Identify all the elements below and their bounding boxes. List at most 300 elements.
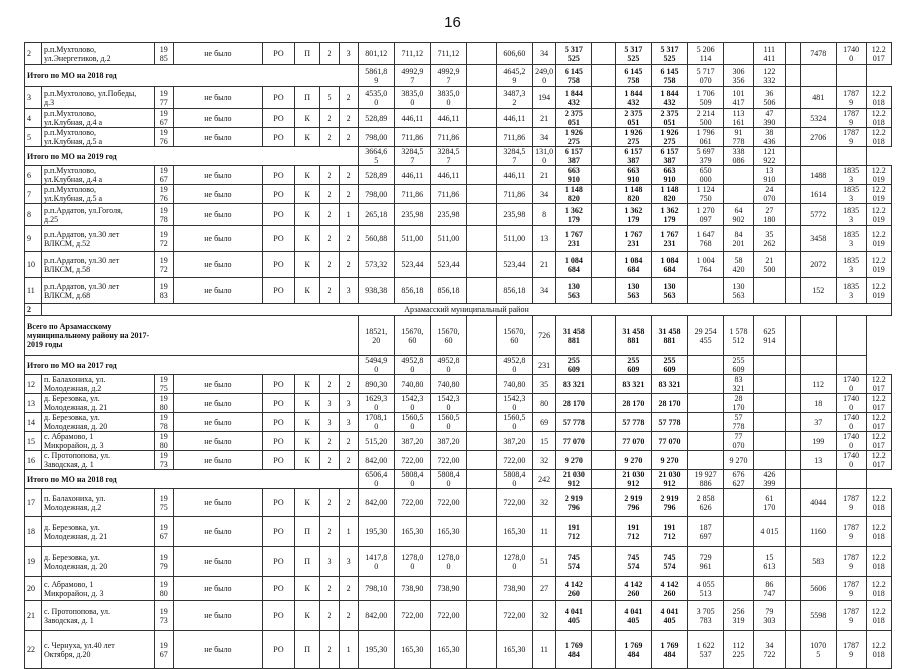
table-cell: 165,30	[496, 517, 532, 547]
table-cell	[467, 470, 497, 489]
table-cell: 77 070	[651, 432, 687, 451]
table-cell: 256 319	[724, 601, 754, 631]
table-cell: 15670, 60	[430, 316, 466, 356]
table-cell: 12.2 019	[866, 204, 892, 226]
table-cell: 3	[25, 87, 42, 109]
table-cell: 9 270	[651, 451, 687, 470]
table-cell: 583	[800, 547, 836, 577]
table-cell: 2	[320, 631, 339, 669]
table-cell: К	[294, 128, 320, 147]
table-cell	[592, 356, 615, 375]
table-cell: р.п.Ардатов, ул.30 лет ВЛКСМ, д.68	[42, 278, 155, 304]
table-cell	[785, 432, 800, 451]
table-cell: 8	[25, 204, 42, 226]
table-cell: 2	[320, 166, 339, 185]
table-cell: 481	[800, 87, 836, 109]
table-cell: РО	[263, 226, 295, 252]
table-cell	[753, 375, 785, 394]
table-cell: 77 070	[556, 432, 592, 451]
table-cell: П	[294, 43, 320, 65]
table-cell: 34 722	[753, 631, 785, 669]
table-cell: К	[294, 226, 320, 252]
table-cell: 12.2 018	[866, 128, 892, 147]
table-cell: 1 148 820	[615, 185, 651, 204]
table-cell	[592, 87, 615, 109]
table-cell: 10	[25, 252, 42, 278]
table-cell: 32	[532, 601, 555, 631]
table-cell	[592, 185, 615, 204]
table-cell: 58 420	[724, 252, 754, 278]
table-cell: 1835 3	[836, 204, 866, 226]
table-cell: 242	[532, 470, 555, 489]
table-cell: 3 705 783	[688, 601, 724, 631]
table-row	[25, 109, 892, 128]
table-cell: 2 375 051	[615, 109, 651, 128]
table-cell: 2	[25, 43, 42, 65]
table-cell: 729 961	[688, 547, 724, 577]
table-cell	[785, 413, 800, 432]
table-cell	[800, 147, 836, 166]
table-cell	[753, 356, 785, 375]
table-cell: 1629,3 0	[358, 394, 394, 413]
table-cell: 511,00	[430, 226, 466, 252]
table-cell	[467, 577, 497, 601]
table-cell: РО	[263, 87, 295, 109]
table-cell	[467, 226, 497, 252]
table-cell: 3835,0 0	[430, 87, 466, 109]
table-cell: 2	[320, 489, 339, 517]
table-cell: 113 161	[724, 109, 754, 128]
table-cell: 722,00	[496, 451, 532, 470]
table-cell: р.п.Мухтолово, ул.Клубная, д.5 а	[42, 185, 155, 204]
table-cell: 1 362 179	[651, 204, 687, 226]
table-cell: 12.2 017	[866, 451, 892, 470]
table-cell: 722,00	[430, 451, 466, 470]
section-header-row	[25, 304, 892, 316]
table-cell	[800, 65, 836, 87]
table-cell	[592, 601, 615, 631]
table-cell: 528,89	[358, 166, 394, 185]
table-cell: 5	[320, 87, 339, 109]
subtotal-label: Итого по МО на 2018 год	[25, 65, 359, 87]
table-cell: 130 563	[651, 278, 687, 304]
table-cell: 12.2 017	[866, 43, 892, 65]
table-cell: 338 086	[724, 147, 754, 166]
table-cell: 12.2 019	[866, 278, 892, 304]
table-cell: 12.2 017	[866, 413, 892, 432]
table-cell: РО	[263, 128, 295, 147]
table-cell	[592, 204, 615, 226]
table-cell: К	[294, 432, 320, 451]
table-cell: 740,80	[496, 375, 532, 394]
table-cell	[724, 166, 754, 185]
table-cell: 2	[339, 451, 358, 470]
table-cell: К	[294, 204, 320, 226]
table-cell: 1 148 820	[651, 185, 687, 204]
table-cell	[785, 166, 800, 185]
table-cell: 842,00	[358, 489, 394, 517]
table-cell	[753, 451, 785, 470]
housing-repair-register-table	[24, 42, 892, 669]
table-cell	[467, 252, 497, 278]
table-cell: 1835 3	[836, 226, 866, 252]
table-row	[25, 631, 892, 669]
table-cell	[592, 470, 615, 489]
table-cell: 2 919 796	[615, 489, 651, 517]
table-cell: 11	[25, 278, 42, 304]
table-cell: 2	[320, 577, 339, 601]
table-cell	[785, 109, 800, 128]
table-cell: 19 67	[154, 109, 173, 128]
table-cell: 83 321	[651, 375, 687, 394]
section-title: Арзамасский муниципальный район	[42, 304, 892, 316]
table-cell	[785, 356, 800, 375]
table-cell: 7478	[800, 43, 836, 65]
table-cell: не было	[173, 128, 262, 147]
table-cell: 1160	[800, 517, 836, 547]
table-cell: 13	[25, 394, 42, 413]
table-cell: 1740 0	[836, 451, 866, 470]
table-cell	[724, 489, 754, 517]
table-cell: К	[294, 278, 320, 304]
table-row	[25, 226, 892, 252]
table-cell: не было	[173, 489, 262, 517]
table-cell: 1560,5 0	[394, 413, 430, 432]
table-cell: 573,32	[358, 252, 394, 278]
table-cell: 1787 9	[836, 547, 866, 577]
table-cell: 1740 0	[836, 43, 866, 65]
table-cell: 6506,4 0	[358, 470, 394, 489]
table-cell: П	[294, 517, 320, 547]
table-cell: 249,0 0	[532, 65, 555, 87]
table-cell: 387,20	[394, 432, 430, 451]
table-cell: 3664,6 5	[358, 147, 394, 166]
subtotal-row	[25, 356, 892, 375]
table-cell: 1 362 179	[556, 204, 592, 226]
table-cell	[785, 43, 800, 65]
table-cell: 5 697 379	[688, 147, 724, 166]
table-cell: 722,00	[394, 601, 430, 631]
table-cell: 80	[532, 394, 555, 413]
table-cell: К	[294, 577, 320, 601]
table-cell: 2	[320, 226, 339, 252]
table-cell: 1417,8 0	[358, 547, 394, 577]
table-row	[25, 432, 892, 451]
table-cell: 79 303	[753, 601, 785, 631]
table-cell: 1787 9	[836, 601, 866, 631]
table-cell: 122 332	[753, 65, 785, 87]
table-cell	[724, 577, 754, 601]
table-cell: 1787 9	[836, 577, 866, 601]
table-cell: 6 145 758	[615, 65, 651, 87]
table-cell: 19 80	[154, 432, 173, 451]
table-cell: 6 157 387	[651, 147, 687, 166]
table-cell: П	[294, 631, 320, 669]
table-cell: не было	[173, 43, 262, 65]
table-cell: 112 225	[724, 631, 754, 669]
table-cell: 5861,8 9	[358, 65, 394, 87]
table-cell	[724, 43, 754, 65]
table-cell: 21	[532, 252, 555, 278]
table-cell: 426 399	[753, 470, 785, 489]
table-cell: 19 73	[154, 601, 173, 631]
table-cell	[836, 147, 866, 166]
table-row	[25, 278, 892, 304]
table-cell: 3	[339, 413, 358, 432]
table-cell: 12.2 018	[866, 109, 892, 128]
table-cell: 4 015	[753, 517, 785, 547]
table-cell: 2	[339, 601, 358, 631]
table-cell: не было	[173, 204, 262, 226]
table-cell: 165,30	[430, 631, 466, 669]
table-cell: 83 321	[556, 375, 592, 394]
table-cell: 2	[320, 128, 339, 147]
table-cell: не было	[173, 252, 262, 278]
table-cell: не было	[173, 601, 262, 631]
table-cell: 1740 0	[836, 432, 866, 451]
table-cell: 7	[25, 185, 42, 204]
table-cell: 738,90	[496, 577, 532, 601]
table-cell: не было	[173, 517, 262, 547]
table-cell: с. Протопопова, ул. Заводская, д. 1	[42, 601, 155, 631]
table-cell: 31 458 881	[615, 316, 651, 356]
table-cell: р.п.Ардатов, ул.30 лет ВЛКСМ, д.58	[42, 252, 155, 278]
table-cell: р.п.Ардатов, ул.30 лет ВЛКСМ, д.52	[42, 226, 155, 252]
table-cell: 19 76	[154, 185, 173, 204]
table-cell: 745 574	[615, 547, 651, 577]
table-cell	[467, 451, 497, 470]
table-cell: 37	[800, 413, 836, 432]
table-cell: РО	[263, 547, 295, 577]
table-cell: 1 926 275	[556, 128, 592, 147]
table-cell: 1 084 684	[651, 252, 687, 278]
table-cell: р.п.Мухтолово, ул.Клубная, д.4 а	[42, 166, 155, 185]
table-cell: 34	[532, 278, 555, 304]
table-cell: 2072	[800, 252, 836, 278]
table-cell: РО	[263, 631, 295, 669]
table-row	[25, 517, 892, 547]
table-cell: К	[294, 413, 320, 432]
table-cell	[467, 204, 497, 226]
table-cell	[688, 375, 724, 394]
table-cell: 57 778	[615, 413, 651, 432]
table-row	[25, 577, 892, 601]
table-cell: 5 317 525	[615, 43, 651, 65]
table-cell: 191 712	[651, 517, 687, 547]
table-cell: 1 148 820	[556, 185, 592, 204]
table-cell: 2	[320, 185, 339, 204]
table-cell: 1787 9	[836, 489, 866, 517]
table-cell: 4	[25, 109, 42, 128]
table-cell: 1 844 432	[651, 87, 687, 109]
table-cell: 606,60	[496, 43, 532, 65]
table-cell: 523,44	[394, 252, 430, 278]
table-cell: не было	[173, 432, 262, 451]
table-cell: 2	[339, 489, 358, 517]
table-cell: р.п.Мухтолово, ул.Победы, д.3	[42, 87, 155, 109]
table-cell: 2	[320, 278, 339, 304]
table-cell: р.п.Мухтолово, ул.Клубная, д.5 а	[42, 128, 155, 147]
table-cell: 19	[25, 547, 42, 577]
table-cell: 199	[800, 432, 836, 451]
table-cell: 722,00	[430, 601, 466, 631]
table-cell: 21	[532, 166, 555, 185]
table-cell: 2 375 051	[556, 109, 592, 128]
table-cell: 19 927 886	[688, 470, 724, 489]
subtotal-row	[25, 470, 892, 489]
table-cell: 1 767 231	[556, 226, 592, 252]
table-cell: 21	[532, 109, 555, 128]
table-cell	[785, 631, 800, 669]
table-cell: 15670, 60	[394, 316, 430, 356]
table-cell: 86 747	[753, 577, 785, 601]
table-cell: 31 458 881	[556, 316, 592, 356]
table-cell: 711,12	[394, 43, 430, 65]
table-cell: 4 142 260	[615, 577, 651, 601]
table-cell: 24 070	[753, 185, 785, 204]
table-cell: 21 500	[753, 252, 785, 278]
table-cell: 1 084 684	[615, 252, 651, 278]
table-cell: 19 72	[154, 252, 173, 278]
table-cell: РО	[263, 413, 295, 432]
table-cell: 1560,5 0	[496, 413, 532, 432]
table-cell: 4 041 405	[556, 601, 592, 631]
table-cell: 663 910	[651, 166, 687, 185]
table-cell	[592, 316, 615, 356]
table-cell: 69	[532, 413, 555, 432]
table-cell: К	[294, 252, 320, 278]
table-cell: 5598	[800, 601, 836, 631]
table-cell	[467, 517, 497, 547]
table-cell: РО	[263, 517, 295, 547]
table-cell	[785, 278, 800, 304]
table-cell: 306 356	[724, 65, 754, 87]
table-cell: РО	[263, 109, 295, 128]
table-cell: 14	[25, 413, 42, 432]
table-cell: 18	[800, 394, 836, 413]
table-cell: п. Балахониха, ул. Молодежная, д.2	[42, 489, 155, 517]
table-cell: 19 72	[154, 226, 173, 252]
table-cell: 191 712	[556, 517, 592, 547]
table-cell: 165,30	[394, 631, 430, 669]
table-cell: 21 030 912	[615, 470, 651, 489]
table-cell: 28 170	[724, 394, 754, 413]
table-cell: 711,86	[430, 128, 466, 147]
table-cell: РО	[263, 601, 295, 631]
table-cell	[785, 547, 800, 577]
table-cell: 387,20	[496, 432, 532, 451]
table-cell: с. Чернуха, ул.40 лет Октября, д.20	[42, 631, 155, 669]
table-cell: не было	[173, 547, 262, 577]
table-cell: 625 914	[753, 316, 785, 356]
table-cell: 9 270	[615, 451, 651, 470]
table-cell	[688, 278, 724, 304]
table-cell: 4952,8 0	[496, 356, 532, 375]
table-cell: 2	[339, 87, 358, 109]
table-cell: 19 76	[154, 128, 173, 147]
table-cell: не было	[173, 631, 262, 669]
table-cell: 255 609	[615, 356, 651, 375]
table-cell: К	[294, 166, 320, 185]
table-row	[25, 87, 892, 109]
table-cell: 255 609	[651, 356, 687, 375]
table-cell: р.п.Мухтолово, ул.Клубная, д.4 а	[42, 109, 155, 128]
table-cell: 265,18	[358, 204, 394, 226]
table-cell: 1835 3	[836, 252, 866, 278]
table-cell: К	[294, 601, 320, 631]
table-cell	[785, 128, 800, 147]
table-cell: 711,86	[496, 185, 532, 204]
table-cell: 1542,3 0	[496, 394, 532, 413]
table-cell	[836, 316, 866, 356]
table-cell	[785, 470, 800, 489]
table-cell	[592, 43, 615, 65]
table-cell	[785, 316, 800, 356]
table-cell	[785, 87, 800, 109]
table-cell: 12.2 019	[866, 185, 892, 204]
table-row	[25, 128, 892, 147]
subtotal-row	[25, 147, 892, 166]
table-cell: 19 75	[154, 375, 173, 394]
table-cell: не было	[173, 375, 262, 394]
table-cell: 560,88	[358, 226, 394, 252]
table-cell: 28 170	[651, 394, 687, 413]
table-row	[25, 166, 892, 185]
table-cell: 2	[339, 185, 358, 204]
table-cell: 19 80	[154, 577, 173, 601]
table-cell	[592, 65, 615, 87]
table-cell: 12.2 019	[866, 226, 892, 252]
table-cell: 738,90	[430, 577, 466, 601]
table-cell	[753, 432, 785, 451]
table-row	[25, 547, 892, 577]
table-cell: 12.2 018	[866, 601, 892, 631]
table-cell: 8	[532, 204, 555, 226]
table-cell: 4 041 405	[615, 601, 651, 631]
table-cell: 1787 9	[836, 128, 866, 147]
table-cell: 19 67	[154, 631, 173, 669]
table-cell	[753, 413, 785, 432]
table-cell: К	[294, 489, 320, 517]
table-cell: 726	[532, 316, 555, 356]
table-cell: 1 844 432	[556, 87, 592, 109]
table-cell: 19 85	[154, 43, 173, 65]
table-cell: 31 458 881	[651, 316, 687, 356]
table-cell	[592, 166, 615, 185]
table-cell: 34	[532, 43, 555, 65]
table-cell: с. Абрамово, 1 Микрорайон, д. 3	[42, 432, 155, 451]
table-cell: 194	[532, 87, 555, 109]
table-cell	[467, 109, 497, 128]
table-cell: 890,30	[358, 375, 394, 394]
table-cell: 11	[532, 631, 555, 669]
table-cell	[724, 547, 754, 577]
table-cell: 2	[320, 252, 339, 278]
table-cell: 387,20	[430, 432, 466, 451]
table-cell: 2 214 500	[688, 109, 724, 128]
table-cell	[785, 226, 800, 252]
table-cell: 5 317 525	[651, 43, 687, 65]
table-cell: 6 145 758	[556, 65, 592, 87]
table-cell: 2	[339, 432, 358, 451]
table-cell	[467, 356, 497, 375]
table-cell: 3	[339, 43, 358, 65]
table-cell: 6 157 387	[556, 147, 592, 166]
table-cell	[753, 394, 785, 413]
table-cell: РО	[263, 43, 295, 65]
table-cell: РО	[263, 252, 295, 278]
table-cell: 1787 9	[836, 517, 866, 547]
